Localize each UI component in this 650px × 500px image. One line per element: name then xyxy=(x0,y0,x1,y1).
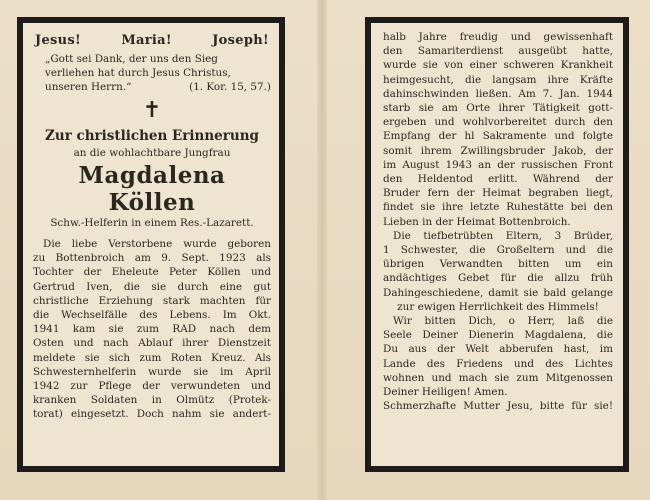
quote-reference: (1. Kor. 15, 57.) xyxy=(189,81,271,93)
text-line: Lande des Friedens und des Lichtes xyxy=(383,357,613,370)
text-line: zu Bottenbroich am 9. Sept. 1923 als xyxy=(33,252,271,265)
text-line: dahinschwinden ließen. Am 7. Jan. 1944 xyxy=(383,87,613,100)
text-line: Die liebe Verstorbene wurde geboren xyxy=(43,238,271,250)
quote-line: verliehen hat durch Jesus Christus, xyxy=(45,67,231,79)
text-line: christliche Erziehung stark machten für xyxy=(33,294,271,307)
text-line: starb sie am Orte ihrer Tätigkeit gott- xyxy=(383,102,613,115)
text-line: Du aus der Welt abberufen hast, im xyxy=(383,343,613,356)
text-line: die Wechselfälle des Lebens. Im Okt. xyxy=(33,309,271,322)
continuation-text xyxy=(383,30,613,413)
name-joseph: Joseph! xyxy=(212,33,269,48)
text-line: Wir bitten Dich, o Herr, laß die xyxy=(393,315,613,328)
text-line: somit ihrem Zwillingsbruder Jakob, der xyxy=(383,144,613,157)
text-line: 1941 kam sie zum RAD nach dem xyxy=(33,323,271,336)
text-line: Gertrud Iven, die sie durch eine gut xyxy=(33,280,271,293)
text-line: Tochter der Eheleute Peter Köllen und xyxy=(33,266,271,279)
text-line: torat) eingesetzt. Doch nahm sie andert- xyxy=(33,408,271,421)
text-line: 1942 zur Pflege der verwundeten und xyxy=(33,380,271,393)
biography-text xyxy=(33,237,271,422)
quote-line: unseren Herrn.“ xyxy=(45,81,132,93)
left-panel xyxy=(17,17,285,472)
text-line: halb Jahre freudig und gewissenhaft xyxy=(383,31,613,43)
text-line: Bruder fern der Heimat begraben liegt, xyxy=(383,187,613,200)
text-line: im August 1943 an der russischen Front xyxy=(383,158,613,171)
text-line: meldete sie sich zum Roten Kreuz. Als xyxy=(33,351,271,364)
memorial-subheading: an die wohlachtbare Jungfrau xyxy=(73,147,231,159)
text-line: heimgesucht, die langsam ihre Kräfte xyxy=(383,73,613,86)
right-panel xyxy=(365,17,629,472)
text-line: Dahingeschiedene, damit sie bald gelange xyxy=(383,286,613,299)
text-line: den Samariterdienst ausgeübt hatte, xyxy=(383,45,613,58)
text-line: Schwesternhelferin wurde sie im April xyxy=(33,365,271,378)
card-fold xyxy=(317,0,327,500)
deceased-name: Magdalena Köllen xyxy=(78,162,226,216)
text-line: Schmerzhafte Mutter Jesu, bitte für sie! xyxy=(383,400,613,413)
text-line: Seele Deiner Dienerin Magdalena, die xyxy=(383,329,613,342)
name-maria: Maria! xyxy=(121,33,172,48)
text-line: übrigen Verwandten bitten um ein xyxy=(383,258,613,271)
text-line: 1 Schwester, die Großeltern und die xyxy=(383,244,613,257)
text-line: Empfang der hl Sakramente und folgte xyxy=(383,130,613,143)
text-line: andächtiges Gebet für die allzu früh xyxy=(383,272,613,285)
name-jesus: Jesus! xyxy=(35,33,82,48)
text-line: Lieben in der Heimat Bottenbroich. xyxy=(383,215,571,228)
text-line: wohnen und mach sie zum Mitgenossen xyxy=(383,371,613,384)
text-line: den Heldentod erlitt. Während der xyxy=(383,173,613,186)
text-line: wurde sie von einer schweren Krankheit xyxy=(383,59,613,72)
holy-names xyxy=(33,33,271,48)
text-line: Osten und nach Ablauf ihrer Dienstzeit xyxy=(33,337,271,350)
bible-quote xyxy=(33,52,271,94)
text-line: Die tiefbetrübten Eltern, 3 Brüder, xyxy=(393,229,613,242)
text-line: zur ewigen Herrlichkeit des Himmels! xyxy=(397,300,599,313)
memorial-heading: Zur christlichen Erinnerung xyxy=(45,128,259,144)
cross-icon: ✝ xyxy=(142,98,162,123)
text-line: Deiner Heiligen! Amen. xyxy=(383,386,508,399)
text-line: ergeben und wohlvorbereitet durch den xyxy=(383,116,613,129)
text-line: findet sie ihre letzte Ruhestätte bei den xyxy=(383,201,613,214)
quote-line: „Gott sei Dank, der uns den Sieg xyxy=(45,53,218,65)
text-line: kranken Soldaten in Olmütz (Protek- xyxy=(33,394,271,407)
deceased-role: Schw.-Helferin in einem Res.-Lazarett. xyxy=(50,217,254,229)
